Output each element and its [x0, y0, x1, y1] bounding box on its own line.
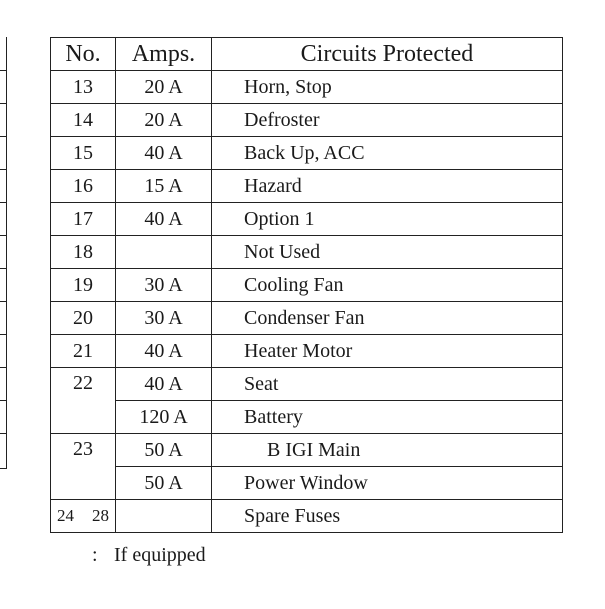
adjacent-table-rule — [0, 433, 6, 434]
fuse-number: 13 — [51, 71, 116, 104]
adjacent-table-rule — [0, 268, 6, 269]
fuse-circuit: Back Up, ACC — [212, 137, 563, 170]
fuse-amps: 40 A — [116, 368, 212, 401]
table-row — [51, 434, 563, 467]
fuse-table — [50, 37, 563, 533]
fuse-amps: 30 A — [116, 302, 212, 335]
footnote-mark: : — [92, 544, 98, 566]
fuse-amps: 50 A — [116, 467, 212, 500]
footnote-text: If equipped — [114, 544, 206, 566]
adjacent-table-rule — [0, 70, 6, 71]
fuse-number: 18 — [51, 236, 116, 269]
header-no: No. — [51, 38, 116, 71]
table-row — [51, 137, 563, 170]
table-row — [51, 368, 563, 401]
adjacent-table-rule — [0, 301, 6, 302]
adjacent-table-rule — [0, 367, 6, 368]
table-header-row — [51, 38, 563, 71]
fuse-circuit: Power Window — [212, 467, 563, 500]
fuse-number: 15 — [51, 137, 116, 170]
fuse-circuit: Option 1 — [212, 203, 563, 236]
fuse-amps: 20 A — [116, 104, 212, 137]
fuse-number: 21 — [51, 335, 116, 368]
fuse-circuit: B IGI Main — [212, 434, 563, 467]
fuse-circuit: Battery — [212, 401, 563, 434]
range-end: 28 — [92, 506, 109, 525]
fuse-amps — [116, 500, 212, 533]
adjacent-table-rule — [0, 202, 6, 203]
fuse-amps: 30 A — [116, 269, 212, 302]
adjacent-table-rule — [0, 136, 6, 137]
fuse-amps: 120 A — [116, 401, 212, 434]
adjacent-table-rule — [0, 468, 6, 469]
table-row — [51, 335, 563, 368]
fuse-number: 19 — [51, 269, 116, 302]
fuse-circuit: Horn, Stop — [212, 71, 563, 104]
table-row — [51, 170, 563, 203]
table-row — [51, 104, 563, 137]
adjacent-table-rule — [0, 334, 6, 335]
table-row — [51, 500, 563, 533]
fuse-circuit: Defroster — [212, 104, 563, 137]
fuse-number: 22 — [51, 368, 116, 434]
header-amps: Amps. — [116, 38, 212, 71]
fuse-circuit: Hazard — [212, 170, 563, 203]
adjacent-table-rule — [0, 400, 6, 401]
table-row — [51, 302, 563, 335]
fuse-amps: 20 A — [116, 71, 212, 104]
fuse-amps: 15 A — [116, 170, 212, 203]
adjacent-table-rule — [0, 103, 6, 104]
fuse-number: 14 — [51, 104, 116, 137]
table-row — [51, 236, 563, 269]
fuse-amps: 40 A — [116, 203, 212, 236]
fuse-circuit: Heater Motor — [212, 335, 563, 368]
adjacent-table-edge — [0, 37, 7, 469]
adjacent-table-rule — [0, 169, 6, 170]
range-start: 24 — [57, 506, 74, 525]
fuse-circuit: Condenser Fan — [212, 302, 563, 335]
table-row — [51, 269, 563, 302]
fuse-amps: 50 A — [116, 434, 212, 467]
fuse-number: 23 — [51, 434, 116, 500]
fuse-circuit: Cooling Fan — [212, 269, 563, 302]
fuse-number: 17 — [51, 203, 116, 236]
fuse-circuit: Not Used — [212, 236, 563, 269]
table-row — [51, 203, 563, 236]
fuse-amps: 40 A — [116, 137, 212, 170]
header-circuits: Circuits Protected — [212, 38, 563, 71]
table-row — [51, 401, 563, 434]
adjacent-table-rule — [0, 235, 6, 236]
fuse-amps: 40 A — [116, 335, 212, 368]
fuse-circuit: Seat — [212, 368, 563, 401]
fuse-number: 16 — [51, 170, 116, 203]
fuse-circuit: Spare Fuses — [212, 500, 563, 533]
table-row — [51, 467, 563, 500]
table-row — [51, 71, 563, 104]
footnote — [92, 544, 206, 567]
fuse-amps — [116, 236, 212, 269]
fuse-number: 20 — [51, 302, 116, 335]
fuse-number-range — [51, 500, 116, 533]
